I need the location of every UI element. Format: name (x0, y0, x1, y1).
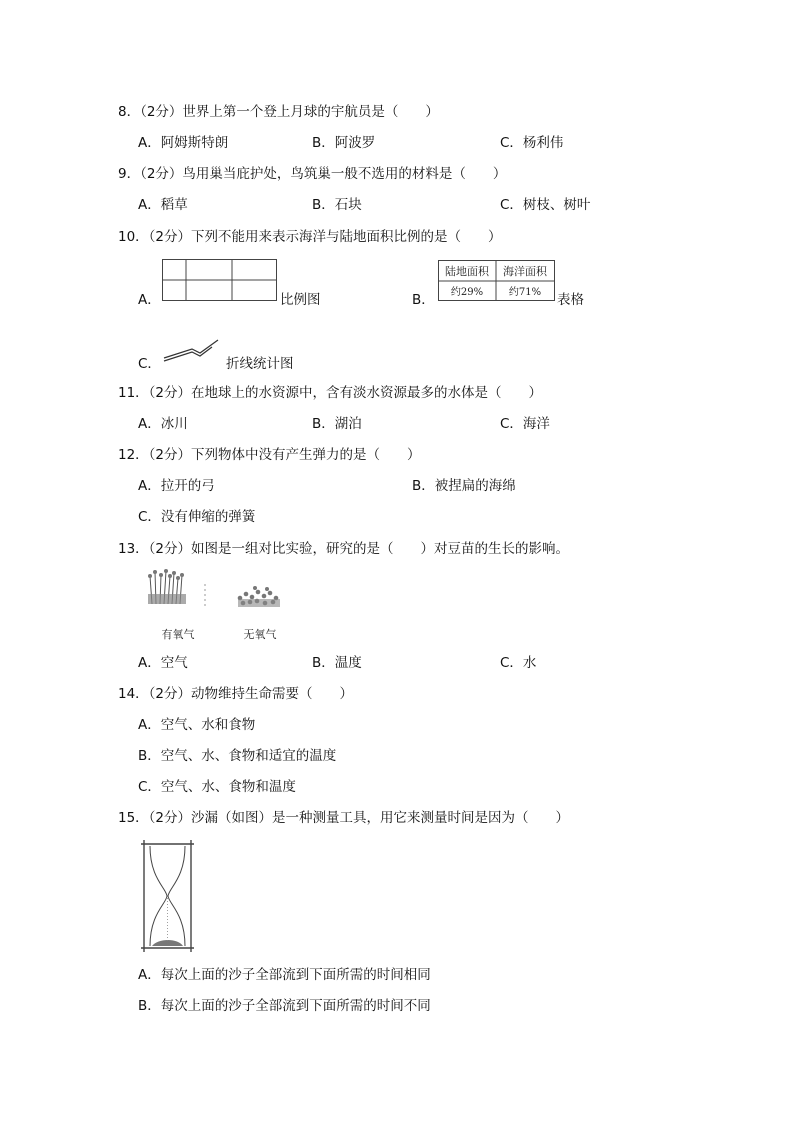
question-15-option-a[interactable]: A．每次上面的沙子全部流到下面所需的时间相同 (138, 967, 431, 983)
question-10-option-a[interactable]: A． (138, 292, 161, 308)
question-13-option-c[interactable]: C．水 (500, 655, 537, 671)
question-15-option-b[interactable]: B．每次上面的沙子全部流到下面所需的时间不同 (138, 998, 431, 1014)
question-8-option-b[interactable]: B．阿波罗 (312, 135, 376, 151)
question-14-option-b[interactable]: B．空气、水、食物和适宜的温度 (138, 748, 337, 764)
question-9-option-c[interactable]: C．树枝、树叶 (500, 197, 591, 213)
table-header-land: 陆地面积 (445, 265, 489, 278)
question-8-option-a[interactable]: A．阿姆斯特朗 (138, 135, 229, 151)
question-9-option-b[interactable]: B．石块 (312, 197, 362, 213)
hourglass-figure (138, 838, 198, 954)
question-12-option-a[interactable]: A．拉开的弓 (138, 478, 215, 494)
question-11-option-b[interactable]: B．湖泊 (312, 416, 362, 432)
question-12-option-c[interactable]: C．没有伸缩的弹簧 (138, 509, 256, 525)
question-9-stem: 9．（2分）鸟用巢当庇护处，鸟筑巢一般不选用的材料是（ ） (118, 166, 507, 182)
question-8-option-c[interactable]: C．杨利伟 (500, 135, 564, 151)
question-14-option-c[interactable]: C．空气、水、食物和温度 (138, 779, 296, 795)
label-with-oxygen: 有氧气 (161, 628, 195, 641)
question-10-stem: 10．（2分）下列不能用来表示海洋与陆地面积比例的是（ ） (118, 229, 502, 245)
question-11-stem: 11．（2分）在地球上的水资源中，含有淡水资源最多的水体是（ ） (118, 385, 543, 401)
question-10-option-a-label: 比例图 (280, 292, 321, 308)
question-13-option-a[interactable]: A．空气 (138, 655, 188, 671)
table-value-ocean: 约71% (508, 287, 542, 298)
question-13-stem: 13．（2分）如图是一组对比实验，研究的是（ ）对豆苗的生长的影响。 (118, 541, 570, 557)
sprouts-without-oxygen (238, 586, 280, 607)
area-table-figure (438, 260, 556, 302)
question-12-stem: 12．（2分）下列物体中没有产生弹力的是（ ） (118, 447, 421, 463)
question-15-stem: 15．（2分）沙漏（如图）是一种测量工具，用它来测量时间是因为（ ） (118, 810, 570, 826)
table-header-ocean: 海洋面积 (503, 265, 547, 278)
question-12-option-b[interactable]: B．被捏扁的海绵 (412, 478, 516, 494)
question-14-stem: 14．（2分）动物维持生命需要（ ） (118, 686, 354, 702)
question-8-stem: 8．（2分）世界上第一个登上月球的宇航员是（ ） (118, 104, 439, 120)
question-9-option-a[interactable]: A．稻草 (138, 197, 188, 213)
question-11-option-c[interactable]: C．海洋 (500, 416, 550, 432)
question-11-option-a[interactable]: A．冰川 (138, 416, 188, 432)
line-chart-figure (162, 338, 222, 362)
question-14-option-a[interactable]: A．空气、水和食物 (138, 717, 256, 733)
sprouts-with-oxygen (148, 569, 205, 606)
question-10-option-c[interactable]: C． (138, 356, 161, 372)
ratio-grid-figure (162, 259, 278, 301)
question-10-option-c-label: 折线统计图 (226, 356, 294, 372)
bean-sprout-figure (140, 566, 300, 646)
question-10-option-b[interactable]: B． (412, 292, 435, 308)
label-without-oxygen: 无氧气 (243, 628, 277, 641)
question-13-option-b[interactable]: B．温度 (312, 655, 362, 671)
table-value-land: 约29% (450, 287, 484, 298)
question-10-option-b-label: 表格 (557, 292, 584, 308)
